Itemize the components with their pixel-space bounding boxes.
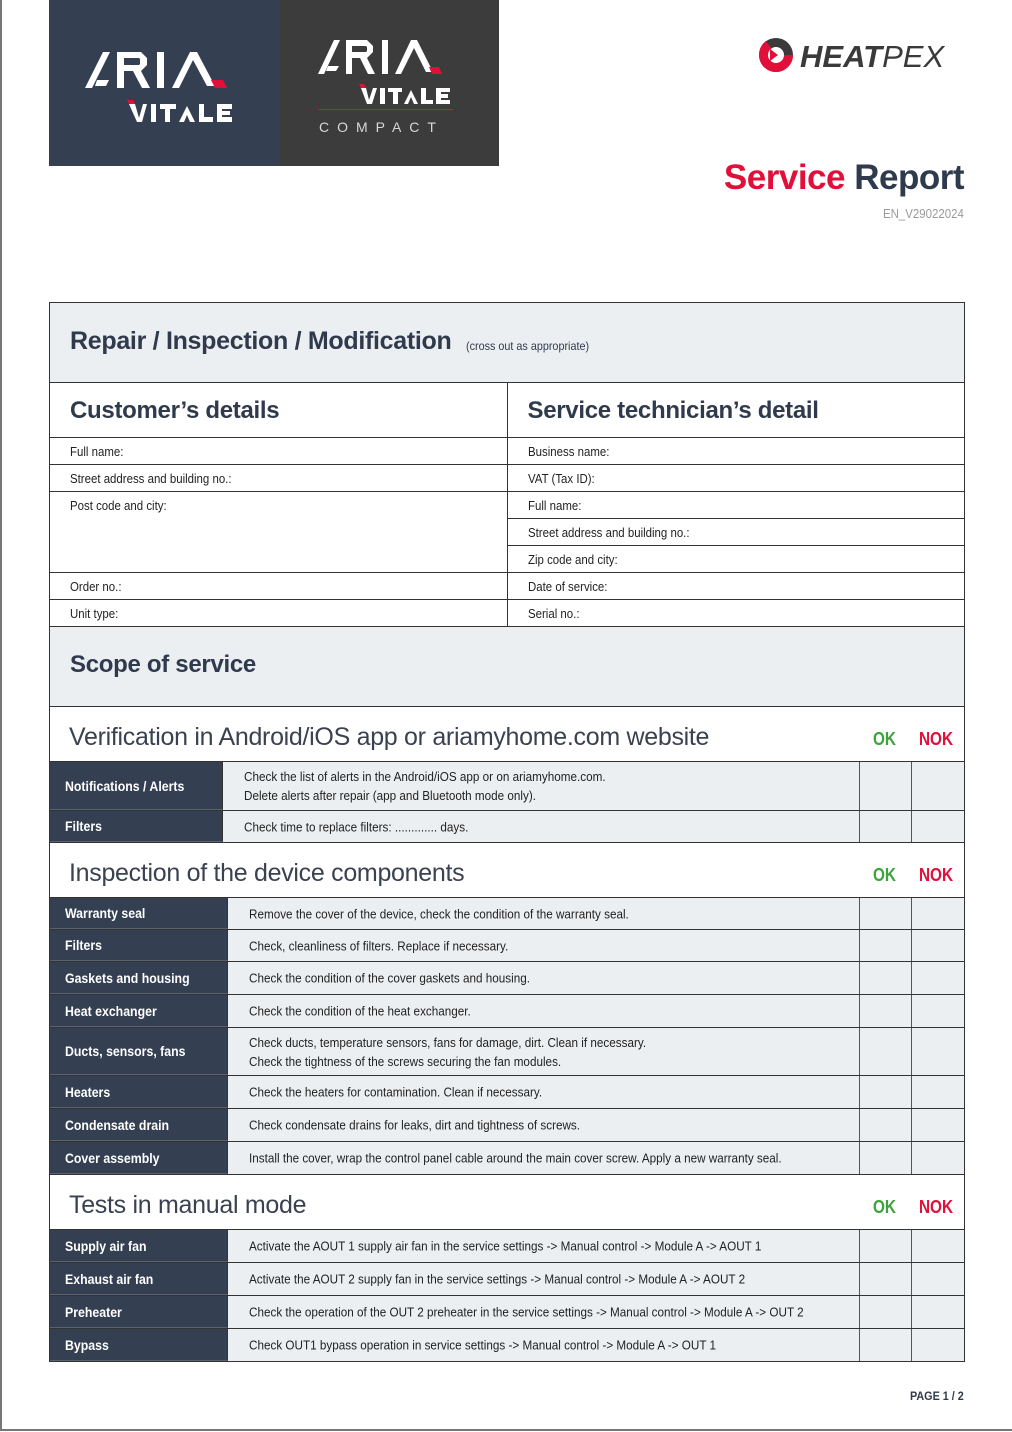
row-description-text [249,1002,495,1021]
row-description-text [244,767,646,805]
nok-checkbox[interactable] [912,930,964,961]
row-label [50,995,228,1027]
row-description-line: Check the condition of the heat exchanger. [249,1003,471,1019]
checklist-row [50,930,964,962]
technician-details [507,383,965,627]
repair-type-heading[interactable]: Repair / Inspection / Modification [70,327,452,355]
checklist-row [50,1230,964,1263]
scope-heading: Scope of service [70,651,256,678]
technician-heading: Service technician’s detail [508,383,965,438]
nok-column-label: NOK [919,1197,953,1217]
row-label-text: Cover assembly [65,1149,160,1166]
row-description-line: Check the operation of the OUT 2 preheater in the service settings -> Manual control -> Module A -> OUT 2 [249,1304,804,1320]
checklist-row [50,811,964,843]
row-description-text [249,1270,800,1289]
row-label [50,930,228,961]
row-label [50,1142,228,1174]
details-section [50,383,964,627]
product-logos [49,0,499,166]
ok-checkbox[interactable] [860,1028,912,1075]
row-description-line: Check the tightness of the screws securing the fan modules. [249,1053,562,1069]
row-description-line: Check ducts, temperature sensors, fans for damage, dirt. Clean if necessary. [249,1034,647,1050]
nok-checkbox[interactable] [912,1076,964,1108]
ok-column-label: OK [873,729,896,749]
row-description [228,1142,860,1174]
nok-checkbox[interactable] [912,1109,964,1141]
row-label [50,762,223,810]
page-border-left [0,0,2,1431]
row-label-text: Heat exchanger [65,1002,157,1019]
row-description-text [249,969,561,988]
row-label [50,1028,228,1075]
service-report-form [49,302,965,1362]
technician-serial-field[interactable]: Serial no.: [508,600,965,627]
ok-checkbox[interactable] [860,962,912,994]
row-description-text [249,1033,690,1071]
row-description [228,962,860,994]
row-description-text [249,1336,768,1355]
checklist-row [50,1263,964,1296]
aria-vitale-logo [49,0,280,166]
scope-band [50,627,964,707]
technician-date-field[interactable]: Date of service: [508,573,965,600]
technician-zip-field[interactable]: Zip code and city: [508,546,965,573]
ok-checkbox[interactable] [860,811,912,842]
nok-checkbox[interactable] [912,1028,964,1075]
ok-checkbox[interactable] [860,930,912,961]
heatpex-wordmark: HEATPEX [800,39,945,74]
section-title: Verification in Android/iOS app or ariamyhome.com website [69,723,710,751]
checklist-row [50,762,964,811]
row-description-text [249,1303,865,1322]
ok-checkbox[interactable] [860,1109,912,1141]
document-title [724,158,964,198]
row-description-text [249,904,671,923]
row-label-text: Filters [65,818,102,834]
section-title: Tests in manual mode [69,1191,307,1219]
row-description-line: Check time to replace filters: ............. days. [244,819,469,834]
row-description [228,898,860,929]
section-heading [50,843,964,898]
row-label-text: Preheater [65,1303,122,1320]
row-description [228,1329,860,1361]
row-label [50,1263,228,1295]
customer-details [50,383,507,627]
row-label [50,1109,228,1141]
nok-checkbox[interactable] [912,1263,964,1295]
row-description [228,1028,860,1075]
nok-checkbox[interactable] [912,762,964,810]
row-description-line: Check the condition of the cover gaskets and housing. [249,970,530,986]
row-label [50,811,223,842]
row-description-line: Activate the AOUT 1 supply air fan in the service settings -> Manual control -> Module A -> AOUT 1 [249,1238,762,1254]
heatpex-logo [756,34,966,76]
customer-heading: Customer’s details [50,383,507,438]
customer-full-name-field[interactable]: Full name: [50,438,507,465]
checklist-row [50,962,964,995]
row-label-text: Warranty seal [65,905,146,921]
nok-checkbox[interactable] [912,962,964,994]
section-heading [50,707,964,762]
ok-checkbox[interactable] [860,1230,912,1262]
row-description [223,762,860,810]
row-description-text [249,936,537,955]
ok-checkbox[interactable] [860,1263,912,1295]
checklist-row [50,1109,964,1142]
checklist-row [50,1076,964,1109]
row-description [228,995,860,1027]
checklist-row [50,1142,964,1175]
nok-checkbox[interactable] [912,1142,964,1174]
nok-column-label: NOK [919,865,953,885]
ok-checkbox[interactable] [860,762,912,810]
row-label-text: Notifications / Alerts [65,777,185,794]
row-description-line: Delete alerts after repair (app and Bluetooth mode only). [244,788,537,803]
ok-checkbox[interactable] [860,1296,912,1328]
row-label-text: Bypass [65,1336,109,1353]
ok-checkbox[interactable] [860,1076,912,1108]
row-description [228,1296,860,1328]
checklist-row [50,898,964,930]
technician-street-field[interactable]: Street address and building no.: [508,519,965,546]
customer-order-no-field[interactable]: Order no.: [50,573,507,600]
section-title: Inspection of the device components [69,859,465,887]
row-label [50,1296,228,1328]
nok-checkbox[interactable] [912,995,964,1027]
repair-type-note: (cross out as appropriate) [466,339,590,353]
ok-checkbox[interactable] [860,898,912,929]
ok-column-label: OK [873,1197,896,1217]
section-heading [50,1175,964,1230]
compact-wordmark: COMPACT [319,119,444,135]
page-border-bottom [0,1429,1012,1431]
row-label [50,898,228,929]
row-label [50,1329,228,1361]
title-rest: Report [854,158,964,197]
technician-vat-field[interactable]: VAT (Tax ID): [508,465,965,492]
row-description-line: Install the cover, wrap the control panel cable around the main cover screw. Apply a new warranty seal. [249,1150,782,1166]
nok-checkbox[interactable] [912,811,964,842]
row-description [228,1109,860,1141]
row-description-text [249,1116,617,1135]
technician-business-name-field[interactable]: Business name: [508,438,965,465]
row-description-text [249,1237,818,1256]
row-description [223,811,860,842]
row-label-text: Heaters [65,1083,111,1100]
nok-checkbox[interactable] [912,1329,964,1361]
row-description-line: Check the list of alerts in the Android/iOS app or on ariamyhome.com. [244,769,606,784]
checklist-row [50,1329,964,1362]
row-description [228,1076,860,1108]
aria-vitale-compact-logo [280,0,499,166]
row-label-text: Exhaust air fan [65,1270,154,1287]
row-description-line: Activate the AOUT 2 supply fan in the service settings -> Manual control -> Module A -> AOUT 2 [249,1271,746,1287]
ok-checkbox[interactable] [860,1142,912,1174]
checklist-row [50,1296,964,1329]
technician-full-name-field[interactable]: Full name: [508,492,965,519]
checklist-row [50,995,964,1028]
row-description-line: Remove the cover of the device, check the condition of the warranty seal. [249,906,629,921]
row-description [228,1230,860,1262]
row-description [228,930,860,961]
nok-checkbox[interactable] [912,1296,964,1328]
row-label [50,962,228,994]
repair-band [50,303,964,383]
row-label-text: Condensate drain [65,1116,170,1133]
row-description-text [249,1149,841,1168]
row-label-text: Supply air fan [65,1237,147,1254]
row-description-line: Check, cleanliness of filters. Replace if necessary. [249,938,509,953]
row-label-text: Filters [65,937,102,953]
customer-street-field[interactable]: Street address and building no.: [50,465,507,492]
ok-checkbox[interactable] [860,995,912,1027]
row-label-text: Ducts, sensors, fans [65,1043,186,1059]
row-description-line: Check OUT1 bypass operation in service settings -> Manual control -> Module A -> OUT 1 [249,1337,717,1353]
row-label [50,1230,228,1262]
title-accent: Service [723,158,845,197]
row-label [50,1076,228,1108]
row-description-text [244,817,493,836]
nok-checkbox[interactable] [912,898,964,929]
row-description [228,1263,860,1295]
checklist-row [50,1028,964,1076]
nok-checkbox[interactable] [912,1230,964,1262]
ok-checkbox[interactable] [860,1329,912,1361]
row-description-line: Check condensate drains for leaks, dirt and tightness of screws. [249,1117,581,1133]
row-description-text [249,1083,575,1102]
customer-unit-type-field[interactable]: Unit type: [50,600,507,627]
document-version: EN_V29022024 [883,206,964,221]
customer-postcode-field[interactable]: Post code and city: [50,492,507,573]
page-number: PAGE 1 / 2 [910,1389,964,1403]
row-label-text: Gaskets and housing [65,969,190,986]
row-description-line: Check the heaters for contamination. Clean if necessary. [249,1084,543,1100]
nok-column-label: NOK [919,729,953,749]
ok-column-label: OK [873,865,896,885]
